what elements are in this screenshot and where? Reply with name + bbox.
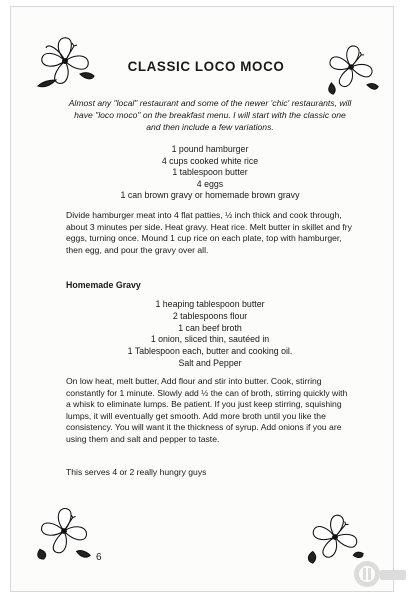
ingredient-item: 1 pound hamburger [171, 144, 249, 154]
recipe-directions: Divide hamburger meat into 4 flat patties, ½ inch thick and cook through, about 3 minutes per side. Heat gravy. Heat rice. Melt butter in skillet and fry eggs, turning once. Mound 1 cup rice on each plate, top with hamburger, then egg, and pour the gravy over all. [66, 210, 352, 255]
gravy-ingredient-item: 1 onion, sliced thin, sautéed in [150, 334, 270, 345]
gravy-ingredient-list [60, 299, 360, 370]
hibiscus-flower-icon [34, 500, 94, 562]
gravy-ingredient-item: 1 Tablespoon each, butter and cooking oil. [127, 346, 293, 357]
serving-note: This serves 4 or 2 really hungry guys [66, 467, 207, 477]
gravy-ingredient-item: 2 tablespoons flour [172, 310, 248, 321]
recipe-intro: Almost any "local" restaurant and some of the newer 'chic' restaurants, will have "loco moco" on the breakfast menu. I will start with the classic one and then include a few variations. [68, 98, 352, 132]
gravy-ingredient-item: 1 heaping tablespoon butter [155, 299, 265, 309]
recipe-title: CLASSIC LOCO MOCO [127, 59, 285, 74]
ingredient-list [60, 144, 360, 202]
gravy-directions: On low heat, melt butter, Add flour and stir into butter. Cook, stirring constantly for 1 minute. Slowly add ½ the can of broth, stirring quickly with a whisk to eliminate lumps. Be patient. If you just keep stirring, squishing lumps, it will eventually get smooth. Add more broth until you like the consistency. You will want it the thickness of syrup. Add onions if you are using them and salt and pepper to taste. [66, 376, 348, 444]
ingredient-item: 1 tablespoon butter [172, 167, 248, 178]
gravy-ingredient-item: 1 can beef broth [178, 322, 242, 333]
gravy-ingredient-item: Salt and Pepper [178, 357, 242, 368]
page-number: 6 [96, 552, 102, 563]
ingredient-item: 1 can brown gravy or homemade brown gravy [120, 190, 300, 201]
ingredient-item: 4 cups cooked white rice [161, 155, 259, 166]
watermark-logo [350, 558, 410, 592]
ingredient-item: 4 eggs [196, 178, 224, 189]
gravy-heading: Homemade Gravy [66, 280, 141, 290]
